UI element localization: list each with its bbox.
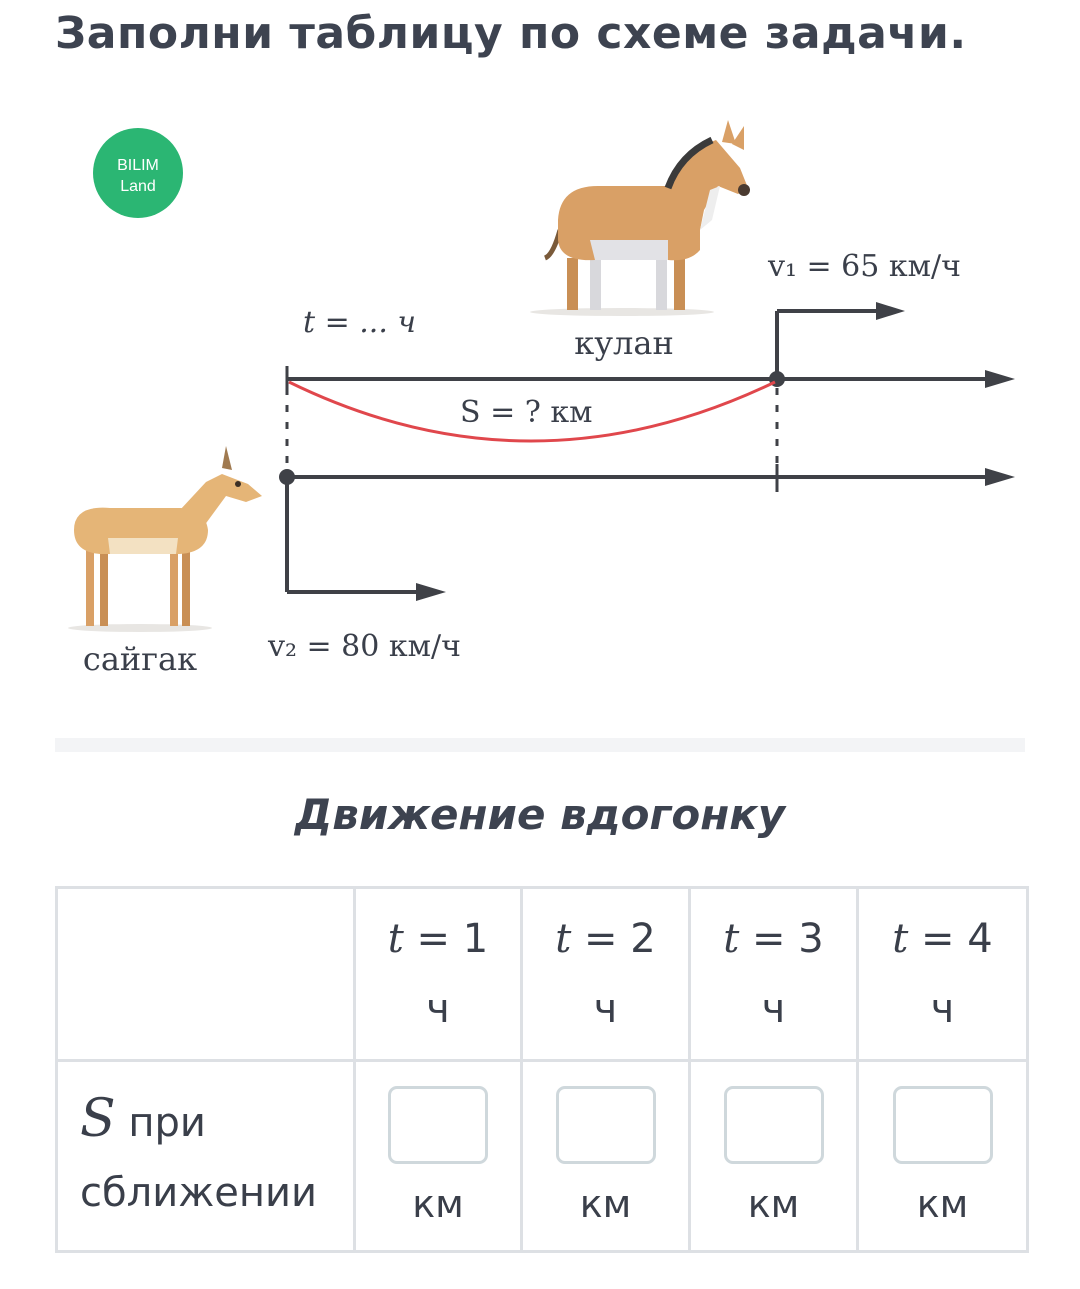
distance-label: S = ? км (460, 395, 593, 430)
answer-input-3[interactable] (724, 1086, 824, 1164)
task-title: Заполни таблицу по схеме задачи. (55, 8, 967, 59)
time-header-1: t = 1 ч (355, 888, 522, 1061)
answer-cell-2 (522, 1061, 690, 1252)
logo-line1: BILIM (117, 157, 159, 174)
unit-label-4: км (916, 1182, 969, 1226)
answer-input-1[interactable] (388, 1086, 488, 1164)
unit-label-1: км (412, 1182, 464, 1226)
answer-cell-3 (690, 1061, 858, 1252)
distance-row-label: S при сближении (57, 1061, 355, 1252)
kulan-speed-label: v₁ = 65 км/ч (768, 249, 961, 284)
time-header-3: t = 3 ч (690, 888, 858, 1061)
distance-row (57, 1061, 1028, 1252)
answer-input-4[interactable] (893, 1086, 993, 1164)
time-header-4: t = 4 ч (858, 888, 1028, 1061)
kulan-label: кулан (574, 324, 674, 362)
saigak-label: сайгак (82, 640, 198, 678)
answer-input-2[interactable] (556, 1086, 656, 1164)
section-title: Движение вдогонку (294, 790, 786, 839)
empty-corner-cell (57, 888, 355, 1061)
table-header-row (57, 888, 1028, 1061)
answer-table (55, 886, 1029, 1253)
saigak-illustration (68, 446, 262, 632)
kulan-illustration (530, 120, 750, 316)
logo-line2: Land (120, 178, 156, 195)
section-separator (55, 738, 1025, 752)
answer-cell-1 (355, 1061, 522, 1252)
unit-label-2: км (579, 1182, 632, 1226)
time-label: t = ... ч (303, 305, 417, 340)
saigak-speed-label: v₂ = 80 км/ч (268, 629, 461, 664)
task-diagram (0, 90, 1080, 710)
bilim-land-logo (93, 128, 183, 218)
answer-cell-4 (858, 1061, 1028, 1252)
unit-label-3: км (747, 1182, 800, 1226)
time-header-2: t = 2 ч (522, 888, 690, 1061)
